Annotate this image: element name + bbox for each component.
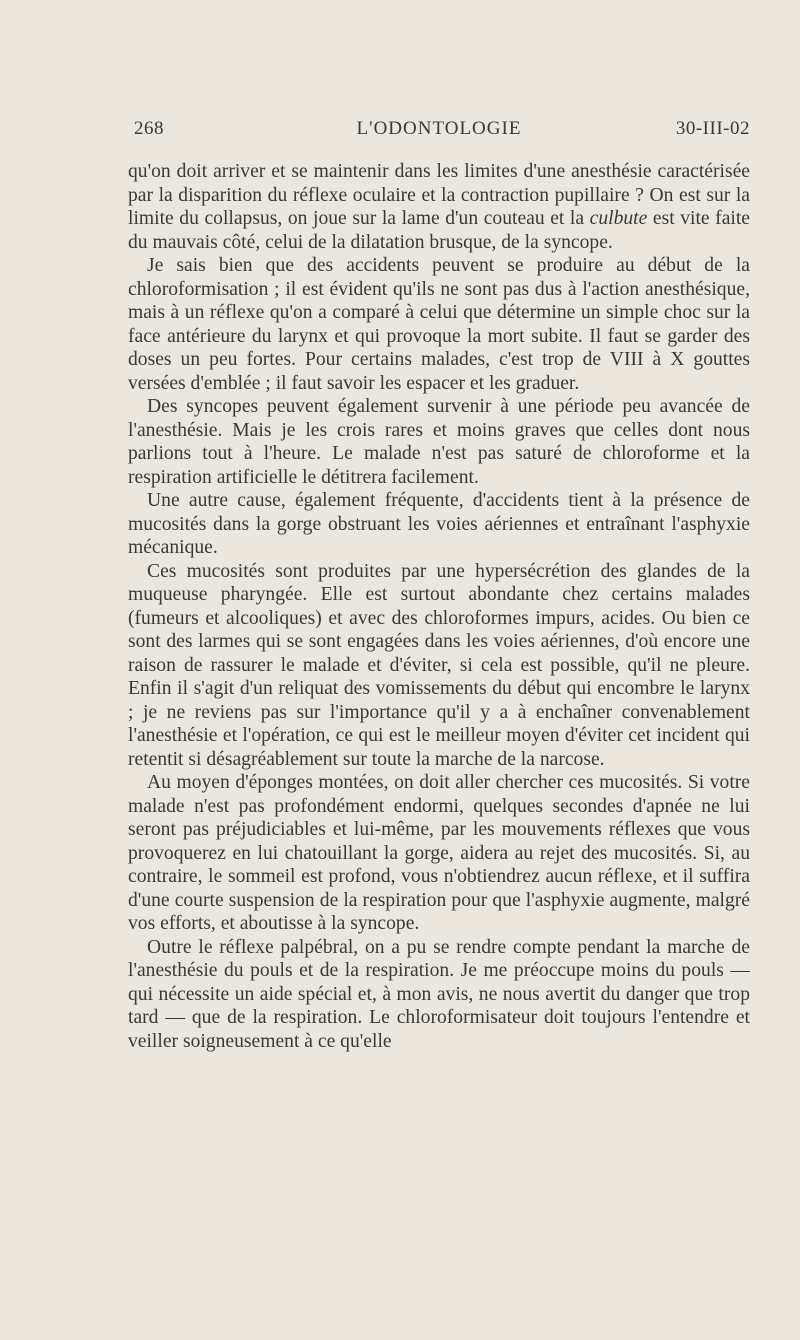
paragraph: qu'on doit arriver et se maintenir dans les limites d'une anesthésie caractérisée par la disparition du réflexe oculaire et la contraction pupillaire ? On est sur la limite du collapsus, on joue sur la lame d'un couteau et la culbute est vite faite du mauvais côté, celui de la dilatation brusque, de la syncope. <box>128 161 750 253</box>
paragraph: Outre le réflexe palpébral, on a pu se rendre compte pendant la marche de l'anesthésie du pouls et de la respiration. Je me préoccupe moins du pouls — qui nécessite un aide spécial et, à mon avis, ne nous avertit du danger que trop tard — que de la respiration. Le chloroformisateur doit toujours l'entendre et veiller soigneusement à ce qu'elle <box>128 936 750 1052</box>
body-text <box>128 160 750 1053</box>
paragraph: Ces mucosités sont produites par une hypersécrétion des glandes de la muqueuse pharyngée. Elle est surtout abondante chez certains malades (fumeurs et alcooliques) et avec des chloroformes impurs, acides. Ou bien ce sont des larmes qui se sont engagées dans les voies aériennes, d'où encore une raison de rassurer le malade et d'éviter, si cela est possible, qu'il ne pleure. Enfin il s'agit d'un reliquat des vomissements du début qui encombre le larynx ; je ne reviens pas sur l'importance qu'il y a à enchaîner convenablement l'anesthésie et l'opération, ce qui est le meilleur moyen d'éviter cet incident qui retentit si désagréablement sur toute la marche de la narcose. <box>128 560 750 770</box>
paragraph: Je sais bien que des accidents peuvent se produire au début de la chloroformisation ; il est évident qu'ils ne sont pas dus à l'action anesthésique, mais à un réflexe qu'on a comparé à celui que détermine un simple choc sur la face antérieure du larynx et qui provoque la mort subite. Il faut se garder des doses un peu fortes. Pour certains malades, c'est trop de VIII à X gouttes versées d'emblée ; il faut savoir les espacer et les graduer. <box>128 255 750 394</box>
page-header <box>128 118 750 148</box>
paragraph: Une autre cause, également fréquente, d'accidents tient à la présence de mucosités dans la gorge obstruant les voies aériennes et entraînant l'asphyxie mécanique. <box>128 490 750 558</box>
page-number: 268 <box>134 118 164 139</box>
italic-word: culbute <box>589 208 648 229</box>
issue-date: 30-III-02 <box>675 118 750 139</box>
paragraph: Au moyen d'éponges montées, on doit aller chercher ces mucosités. Si votre malade n'est pas profondément endormi, quelques secondes d'apnée ne lui seront pas préjudiciables et lui-même, par les mouvements réflexes que vous provoquerez en lui chatouillant la gorge, aidera au rejet des mucosités. Si, au contraire, le sommeil est profond, vous n'obtiendrez aucun réflexe, et il suffira d'une courte suspension de la respiration pour que l'asphyxie augmente, malgré vos efforts, et aboutisse à la syncope. <box>128 772 750 934</box>
running-title: L'ODONTOLOGIE <box>356 118 522 139</box>
paragraph: Des syncopes peuvent également survenir à une période peu avancée de l'anesthésie. Mais je les crois rares et moins graves que celles dont nous parlions tout à l'heure. Le malade n'est pas saturé de chloroforme et la respiration artificielle le détitrera facilement. <box>128 396 750 488</box>
